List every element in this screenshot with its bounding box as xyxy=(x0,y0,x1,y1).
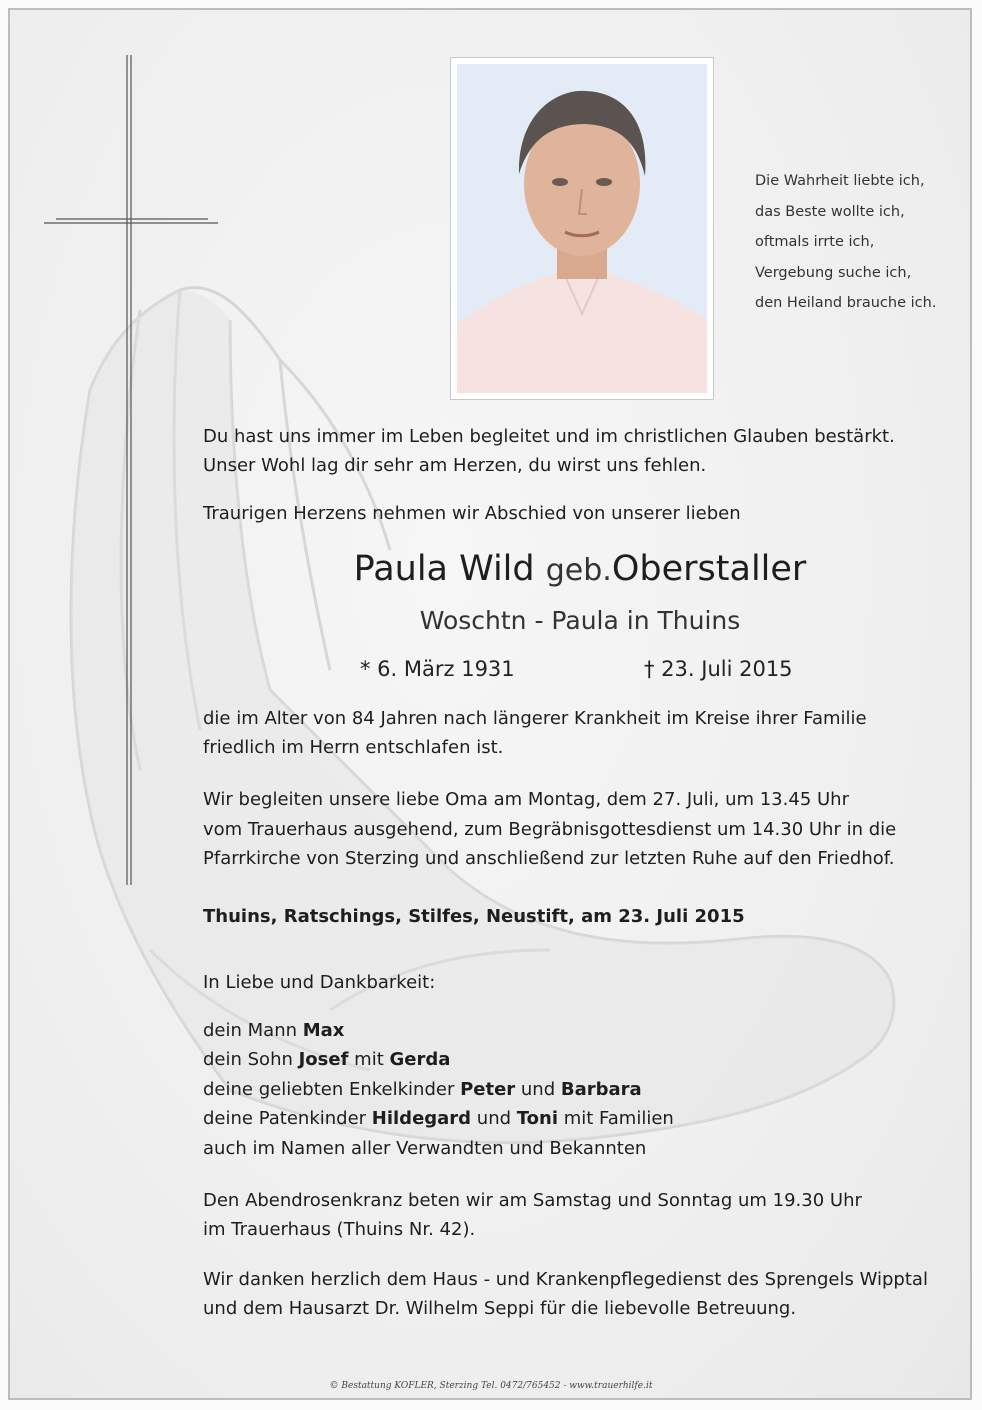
portrait-photo xyxy=(450,57,714,400)
mourner-name: Gerda xyxy=(389,1049,451,1070)
intro-line: Unser Wohl lag dir sehr am Herzen, du wirst uns fehlen. xyxy=(203,455,707,476)
name-maiden: Oberstaller xyxy=(611,549,807,589)
mourner-line: auch im Namen aller Verwandten und Bekannten xyxy=(203,1138,647,1159)
mourner-name: Josef xyxy=(298,1049,349,1070)
funeral-line: vom Trauerhaus ausgehend, zum Begräbnisgottesdienst um 14.30 Uhr in die xyxy=(203,819,897,840)
funeral-line: Wir begleiten unsere liebe Oma am Montag, dem 27. Juli, um 13.45 Uhr xyxy=(203,789,849,810)
place-date: Thuins, Ratschings, Stilfes, Neustift, am 23. Juli 2015 xyxy=(203,906,745,927)
mourner-name: Barbara xyxy=(560,1079,642,1100)
footer-credit: © Bestattung KOFLER, Sterzing Tel. 0472/765452 - www.trauerhilfe.it xyxy=(329,1381,653,1391)
farewell-text: Traurigen Herzens nehmen wir Abschied von unserer lieben xyxy=(203,503,741,524)
deceased-name xyxy=(200,546,960,594)
name-first: Paula Wild xyxy=(353,549,535,589)
mourner-connector: und xyxy=(471,1108,517,1129)
name-geb: geb. xyxy=(545,553,612,588)
portrait-image xyxy=(457,64,707,393)
passing-line: friedlich im Herrn entschlafen ist. xyxy=(203,737,504,758)
mourner-relation: dein Mann xyxy=(203,1020,303,1041)
mourner-suffix: mit Familien xyxy=(558,1108,674,1129)
mourner-connector: mit xyxy=(348,1049,390,1070)
quote-line: Die Wahrheit liebte ich, xyxy=(755,173,925,189)
mourner-name: Peter xyxy=(460,1079,516,1100)
quote-line: den Heiland brauche ich. xyxy=(755,295,937,311)
intro-line: Du hast uns immer im Leben begleitet und im christlichen Glauben bestärkt. xyxy=(203,426,895,447)
rosary-line: im Trauerhaus (Thuins Nr. 42). xyxy=(203,1219,476,1240)
rosary-line: Den Abendrosenkranz beten wir am Samstag und Sonntag um 19.30 Uhr xyxy=(203,1190,862,1211)
quote-verse xyxy=(755,166,965,319)
funeral-line: Pfarrkirche von Sterzing und anschließend zur letzten Ruhe auf den Friedhof. xyxy=(203,848,895,869)
mourner-line xyxy=(203,1045,450,1074)
passing-line: die im Alter von 84 Jahren nach längerer Krankheit im Kreise ihrer Familie xyxy=(203,708,867,729)
thanks-line: und dem Hausarzt Dr. Wilhelm Seppi für die liebevolle Betreuung. xyxy=(203,1298,797,1319)
mourner-connector: und xyxy=(515,1079,561,1100)
quote-line: oftmals irrte ich, xyxy=(755,234,875,250)
cross-icon xyxy=(40,55,220,885)
nickname: Woschtn - Paula in Thuins xyxy=(419,606,741,635)
thanks-line: Wir danken herzlich dem Haus - und Krankenpflegedienst des Sprengels Wipptal xyxy=(203,1269,928,1290)
birth-date: * 6. März 1931 xyxy=(360,657,515,681)
death-date: † 23. Juli 2015 xyxy=(644,657,793,681)
love-intro: In Liebe und Dankbarkeit: xyxy=(203,972,436,993)
mourner-line xyxy=(203,1075,642,1104)
mourner-line xyxy=(203,1016,344,1045)
mourner-relation: deine Patenkinder xyxy=(203,1108,372,1129)
mourner-name: Max xyxy=(302,1020,345,1041)
mourner-relation: dein Sohn xyxy=(203,1049,299,1070)
mourner-name: Toni xyxy=(516,1108,559,1129)
quote-line: Vergebung suche ich, xyxy=(755,264,912,281)
quote-line: das Beste wollte ich, xyxy=(755,203,905,220)
mourner-name: Hildegard xyxy=(371,1108,472,1129)
mourner-line xyxy=(203,1104,674,1133)
mourner-relation: deine geliebten Enkelkinder xyxy=(203,1079,461,1100)
